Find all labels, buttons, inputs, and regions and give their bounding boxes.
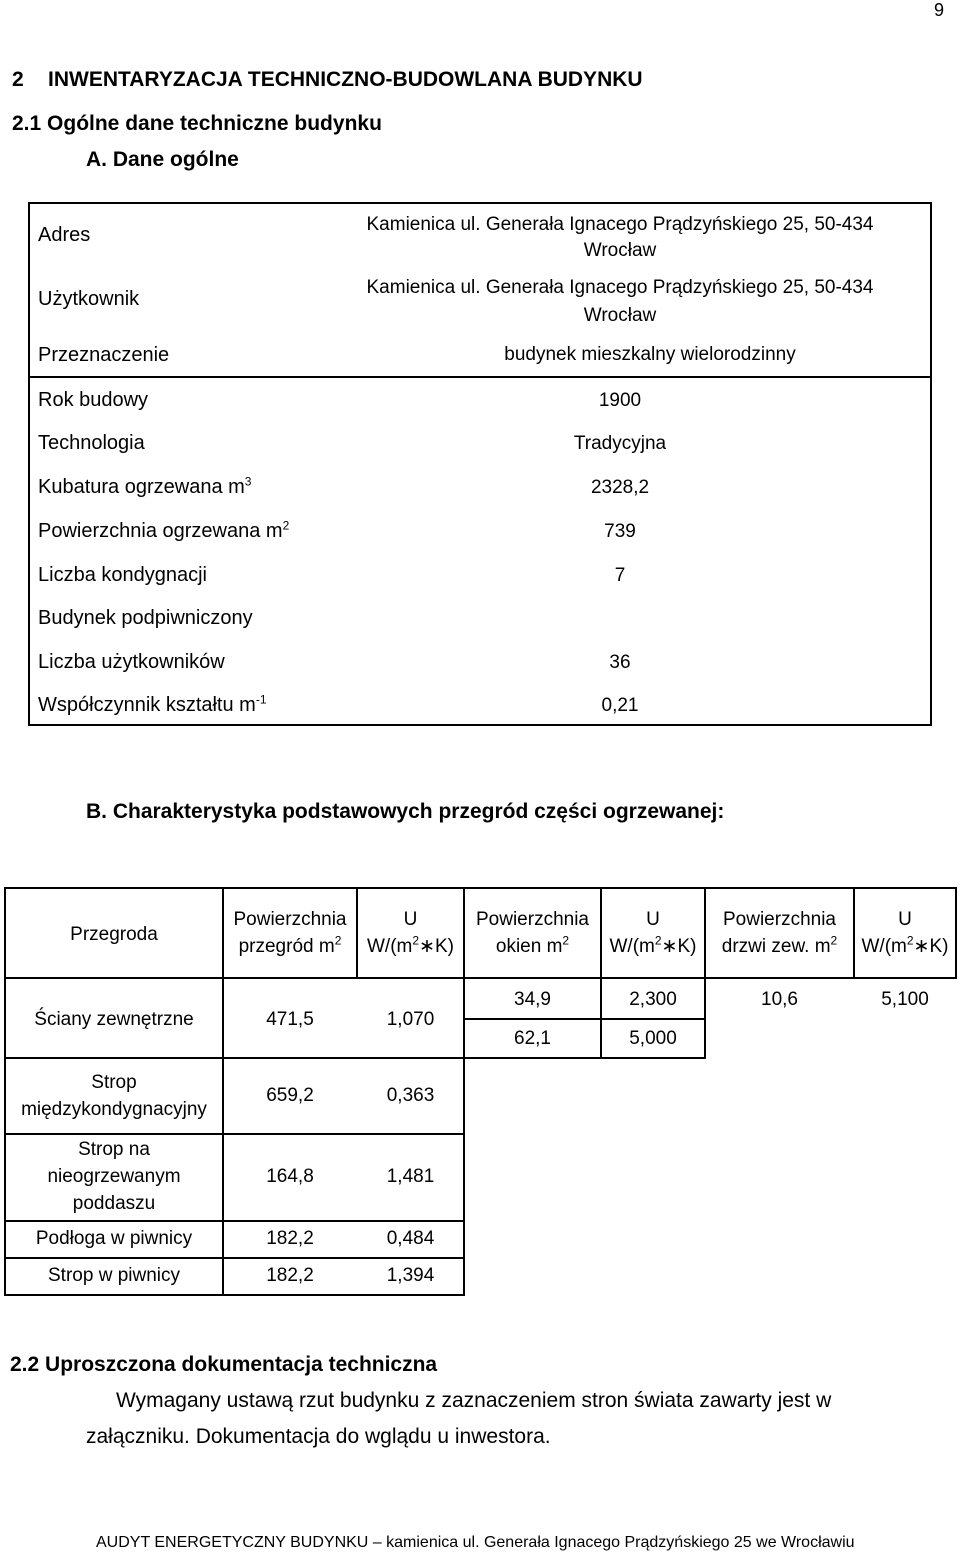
table-border (463, 1018, 705, 1020)
table-row-u: 0,363 (386, 1085, 435, 1106)
technology-label: Technologia (38, 432, 145, 454)
year-label: Rok budowy (38, 389, 149, 411)
table-border (4, 887, 957, 889)
subsection-heading-b: B. Charakterystyka podstawowych przegród części ogrzewanej: (86, 800, 725, 823)
heated-area-value: 739 (604, 521, 636, 542)
door-u: 5,100 (881, 989, 929, 1010)
table-row-u: 0,484 (386, 1228, 435, 1249)
heated-area-label: Powierzchnia ogrzewana $m^2$ (38, 518, 290, 542)
table-row-u: 1,070 (386, 1009, 435, 1030)
header-window-area: Powierzchnia okien $m^2$ (476, 909, 589, 957)
paragraph-line-2: załączniku. Dokumentacja do wglądu u inwestora. (86, 1425, 551, 1448)
table-row-name: Strop międzykondygnacyjny (21, 1072, 207, 1120)
table-border (463, 1057, 705, 1059)
table-border (955, 887, 957, 979)
table-row-u: 1,481 (386, 1166, 435, 1187)
window-u: 5,000 (629, 1028, 677, 1049)
table-border (4, 1133, 464, 1135)
header-partition-area: Powierzchnia przegród $m^2$ (233, 909, 347, 957)
header-door-u: U $W/(m^2∗K)$ (861, 909, 949, 957)
section-heading-2-1: 2.1 Ogólne dane techniczne budynku (12, 112, 382, 135)
header-partition: Przegroda (70, 924, 158, 945)
paragraph-line-1: Wymagany ustawą rzut budynku z zaznaczeniem stron świata zawarty jest w (116, 1389, 832, 1412)
table-row-area: 659,2 (266, 1085, 314, 1106)
chapter-title: INWENTARYZACJA TECHNICZNO-BUDOWLANA BUDYNKU (48, 68, 643, 91)
volume-value: 2328,2 (590, 477, 650, 498)
window-u: 2,300 (629, 989, 677, 1010)
window-area: 34,9 (514, 989, 551, 1010)
floors-value: 7 (614, 565, 626, 586)
chapter-number: 2 (12, 68, 24, 91)
header-partition-u: U $W/(m^2∗K)$ (367, 909, 454, 957)
volume-label: Kubatura ogrzewana $m^3$ (38, 474, 252, 498)
general-data-table (28, 202, 932, 726)
purpose-label: Przeznaczenie (38, 344, 170, 366)
address-value: Kamienica ul. Generała Ignacego Prądzyńskiego 25, 50-434 Wrocław (366, 214, 874, 261)
header-door-area: Powierzchnia drzwi zew. $m^2$ (721, 909, 838, 957)
floors-label: Liczba kondygnacji (38, 564, 207, 586)
section-heading-2-2: 2.2 Uproszczona dokumentacja techniczna (10, 1353, 438, 1376)
shape-factor-value: 0,21 (601, 695, 639, 716)
table-row-area: 164,8 (266, 1166, 314, 1187)
chapter-heading (12, 68, 643, 92)
user-value: Kamienica ul. Generała Ignacego Prądzyńskiego 25, 50-434 Wrocław (366, 277, 874, 326)
table-border (4, 1294, 464, 1296)
subsection-heading-a: A. Dane ogólne (86, 148, 239, 171)
user-label: Użytkownik (38, 288, 140, 310)
page-footer: AUDYT ENERGETYCZNY BUDYNKU – kamienica ul. Generała Ignacego Prądzyńskiego 25 we Wrocławiu (96, 1534, 855, 1551)
table-row-name: Podłoga w piwnicy (35, 1228, 193, 1249)
shape-factor-label: Współczynnik kształtu $m^{-1}$ (38, 692, 267, 716)
table-divider (28, 376, 932, 378)
users-count-label: Liczba użytkowników (38, 651, 225, 673)
address-label: Adres (38, 224, 91, 246)
table-row-name: Strop w piwnicy (48, 1265, 180, 1286)
technology-value: Tradycyjna (573, 433, 667, 454)
table-row-area: 182,2 (266, 1265, 314, 1286)
table-row-area: 182,2 (266, 1228, 314, 1249)
table-row-u: 1,394 (386, 1265, 435, 1286)
table-border (4, 977, 957, 979)
table-row-name: Strop na nieogrzewanym poddaszu (47, 1139, 181, 1214)
table-row-area: 471,5 (266, 1009, 314, 1030)
users-count-value: 36 (609, 652, 631, 673)
basement-label: Budynek podpiwniczony (38, 607, 253, 629)
year-value: 1900 (598, 390, 642, 411)
table-border (4, 1057, 464, 1059)
table-border (4, 1220, 464, 1222)
page-number: 9 (934, 0, 945, 20)
window-area: 62,1 (514, 1028, 551, 1049)
door-area: 10,6 (761, 989, 798, 1010)
table-row-name: Ściany zewnętrzne (34, 1009, 194, 1030)
purpose-value: budynek mieszkalny wielorodzinny (504, 344, 796, 365)
table-border (4, 1257, 464, 1259)
header-window-u: U $W/(m^2∗K)$ (609, 909, 697, 957)
